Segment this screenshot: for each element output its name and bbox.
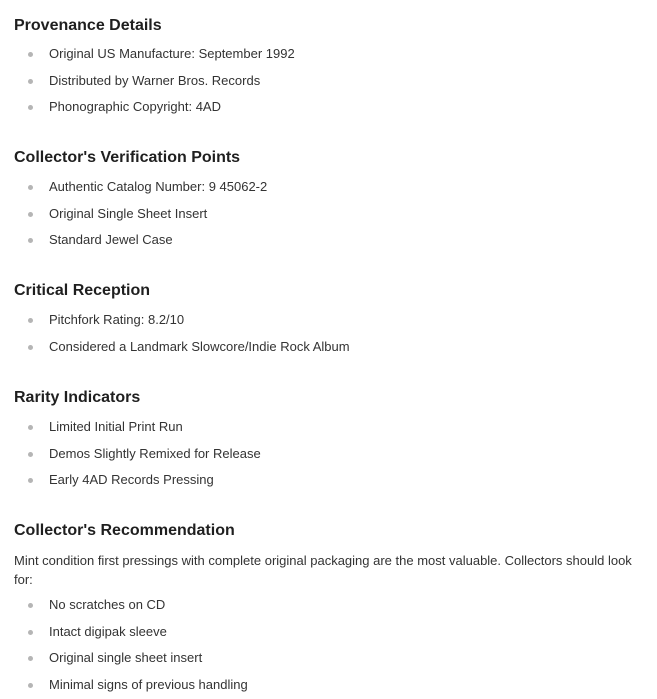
bullet-icon	[28, 683, 33, 688]
list-item	[14, 467, 261, 494]
list-item-text: Original single sheet insert	[49, 650, 203, 665]
bullet-icon	[28, 212, 33, 217]
bullet-icon	[28, 452, 33, 457]
bullet-icon	[28, 318, 33, 323]
bullet-icon	[28, 105, 33, 110]
list-item	[14, 592, 248, 619]
bullet-icon	[28, 79, 33, 84]
list-item-text: Authentic Catalog Number: 9 45062-2	[49, 179, 268, 194]
list-item-text: Standard Jewel Case	[49, 232, 173, 247]
list-item	[14, 414, 261, 441]
bullet-icon	[28, 345, 33, 350]
bullet-icon	[28, 185, 33, 190]
list-item	[14, 68, 295, 95]
list-item-text: Distributed by Warner Bros. Records	[49, 72, 261, 88]
list-item	[14, 645, 248, 672]
list-item-text: Original US Manufacture: September 1992	[49, 46, 295, 61]
list-item	[14, 334, 350, 361]
bullet-icon	[28, 656, 33, 661]
provenance-list	[14, 41, 295, 121]
list-item-text: Limited Initial Print Run	[49, 419, 183, 434]
list-item	[14, 619, 248, 646]
verification-list	[14, 174, 267, 254]
bullet-icon	[28, 52, 33, 57]
list-item-text: Minimal signs of previous handling	[49, 676, 248, 692]
list-item-text: Intact digipak sleeve	[49, 623, 167, 639]
list-item-text: Original Single Sheet Insert	[49, 205, 208, 221]
bullet-icon	[28, 425, 33, 430]
reception-list	[14, 307, 350, 360]
list-item-text: Considered a Landmark Slowcore/Indie Rock Album	[49, 338, 350, 354]
reception-heading: Critical Reception	[14, 282, 151, 299]
list-item	[14, 174, 267, 201]
rarity-list	[14, 414, 261, 494]
recommendation-heading: Collector's Recommendation	[14, 522, 235, 539]
rarity-heading: Rarity Indicators	[14, 389, 141, 406]
list-item-text: Pitchfork Rating: 8.2/10	[49, 312, 185, 327]
recommendation-list	[14, 592, 248, 698]
list-item-text: No scratches on CD	[49, 597, 166, 612]
list-item	[14, 307, 350, 334]
list-item	[14, 201, 267, 228]
bullet-icon	[28, 238, 33, 243]
list-item-text: Early 4AD Records Pressing	[49, 472, 214, 487]
list-item	[14, 41, 295, 68]
list-item	[14, 672, 248, 699]
bullet-icon	[28, 478, 33, 483]
verification-heading: Collector's Verification Points	[14, 149, 241, 166]
list-item	[14, 227, 267, 254]
provenance-heading: Provenance Details	[14, 17, 162, 34]
list-item	[14, 441, 261, 468]
list-item-text: Phonographic Copyright: 4AD	[49, 99, 221, 114]
recommendation-paragraph: Mint condition first pressings with complete original packaging are the most valuable. Collectors should look for:	[14, 553, 632, 587]
list-item	[14, 94, 295, 121]
bullet-icon	[28, 603, 33, 608]
bullet-icon	[28, 630, 33, 635]
list-item-text: Demos Slightly Remixed for Release	[49, 445, 261, 461]
